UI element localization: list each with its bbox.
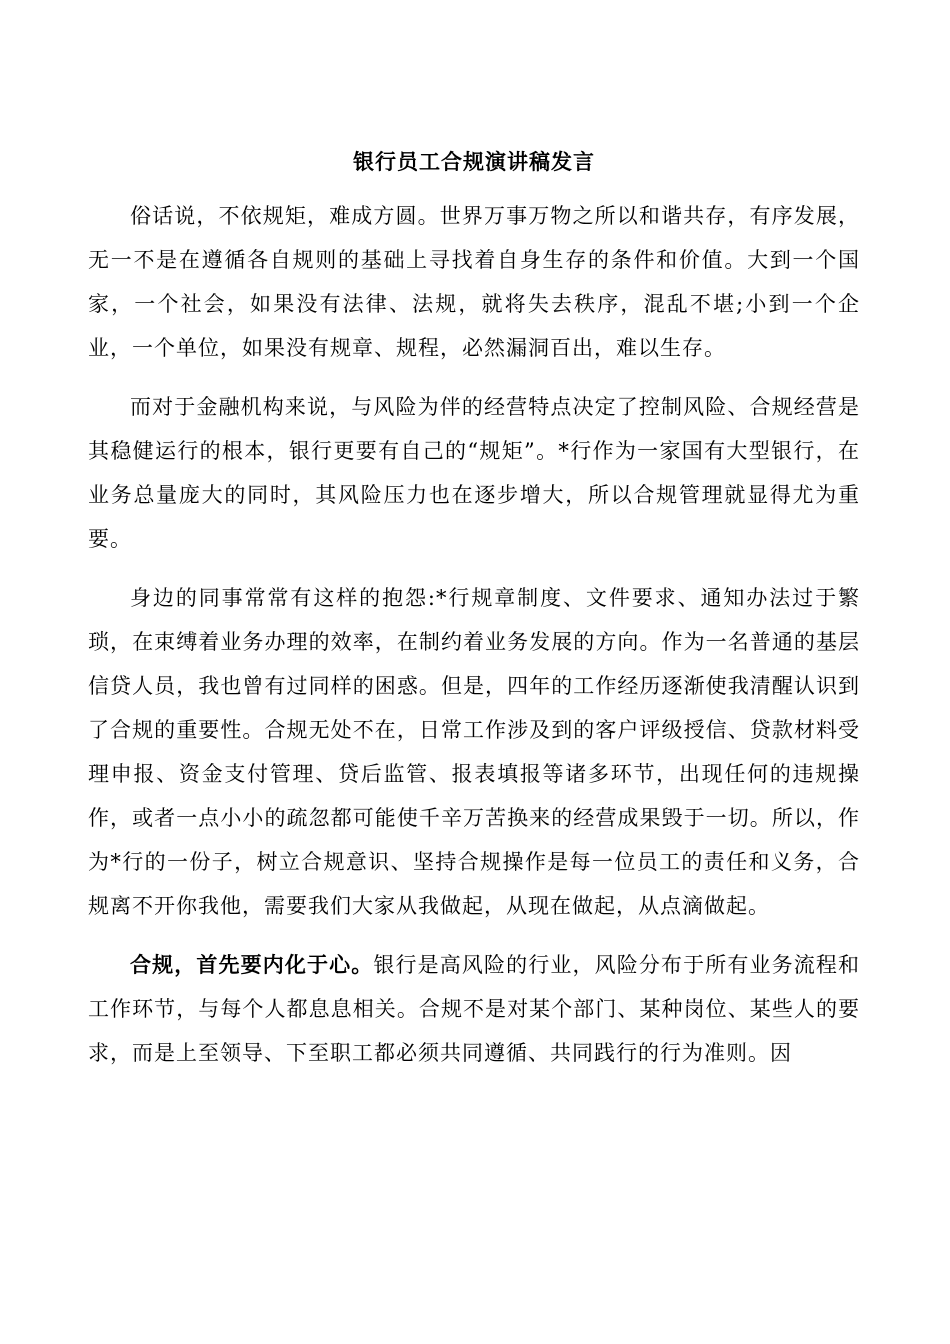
paragraph-3: 身边的同事常常有这样的抱怨:*行规章制度、文件要求、通知办法过于繁琐，在束缚着业务办理的效率，在制约着业务发展的方向。作为一名普通的基层信贷人员，我也曾有过同样的困惑。但是，四年的工作经历逐渐使我清醒认识到了合规的重要性。合规无处不在，日常工作涉及到的客户评级授信、贷款材料受理申报、资金支付管理、贷后监管、报表填报等诸多环节，出现任何的违规操作，或者一点小小的疏忽都可能使千辛万苦换来的经营成果毁于一切。所以，作为*行的一份子，树立合规意识、坚持合规操作是每一位员工的责任和义务，合规离不开你我他，需要我们大家从我做起，从现在做起，从点滴做起。 xyxy=(88,586,860,918)
paragraph-4 xyxy=(88,943,860,1075)
document-title: 银行员工合规演讲稿发言 xyxy=(353,149,595,174)
document-page xyxy=(88,140,860,1090)
paragraph-2: 而对于金融机构来说，与风险为伴的经营特点决定了控制风险、合规经营是其稳健运行的根本，银行更要有自己的“规矩”。*行作为一家国有大型银行，在业务总量庞大的同时，其风险压力也在逐步增大，所以合规管理就显得尤为重要。 xyxy=(88,395,860,551)
paragraph-1: 俗话说，不依规矩，难成方圆。世界万事万物之所以和谐共存，有序发展，无一不是在遵循各自规则的基础上寻找着自身生存的条件和价值。大到一个国家，一个社会，如果没有法律、法规，就将失去秩序，混乱不堪;小到一个企业，一个单位，如果没有规章、规程，必然漏洞百出，难以生存。 xyxy=(88,204,860,360)
paragraph-4-lead: 合规，首先要内化于心。 xyxy=(130,952,374,977)
paragraph-4-body: 银行是高风险的行业，风险分布于所有业务流程和工作环节，与每个人都息息相关。合规不是对某个部门、某种岗位、某些人的要求，而是上至领导、下至职工都必须共同遵循、共同践行的行为准则。因 xyxy=(88,953,860,1065)
